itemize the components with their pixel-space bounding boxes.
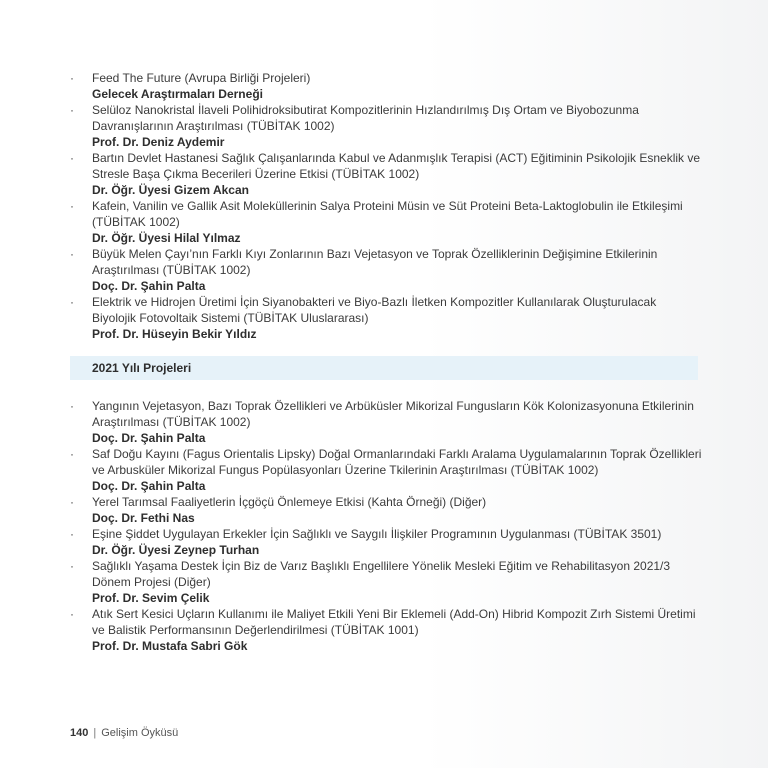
project-author: Doç. Dr. Şahin Palta	[92, 479, 206, 493]
project-list-2021	[70, 398, 702, 654]
bullet: ·	[70, 399, 74, 413]
page-footer	[70, 726, 178, 740]
bullet: ·	[70, 199, 74, 213]
project-title: Saf Doğu Kayını (Fagus Orientalis Lipsky) Doğal Ormanlarındaki Farklı Aralama Uygulamalarının Toprak Özellikleri ve Arbusküler Mikorizal Fungus Popülasyonları Üzerine Tkilerinin Araştırılması (TÜBİTAK 1002)	[92, 447, 702, 477]
list-item	[70, 606, 702, 654]
project-title: Kafein, Vanilin ve Gallik Asit Moleküllerinin Salya Proteini Müsin ve Süt Proteini Beta-Laktoglobulin ile Etkileşimi (TÜBİTAK 1002)	[92, 199, 683, 229]
section-header-band	[70, 356, 698, 380]
project-author: Doç. Dr. Fethi Nas	[92, 511, 195, 525]
bullet: ·	[70, 103, 74, 117]
bullet: ·	[70, 607, 74, 621]
list-item	[70, 70, 702, 102]
project-author: Prof. Dr. Sevim Çelik	[92, 591, 210, 605]
section-title: 2021 Yılı Projeleri	[92, 361, 192, 375]
project-author: Prof. Dr. Deniz Aydemir	[92, 135, 225, 149]
project-author: Prof. Dr. Mustafa Sabri Gök	[92, 639, 248, 653]
project-title: Selüloz Nanokristal İlaveli Polihidroksibutirat Kompozitlerinin Hızlandırılmış Dış Ortam ve Biyobozunma Davranışlarının Araştırılması (TÜBİTAK 1002)	[92, 103, 639, 133]
project-author: Dr. Öğr. Üyesi Gizem Akcan	[92, 183, 249, 197]
project-author: Doç. Dr. Şahin Palta	[92, 279, 206, 293]
list-item	[70, 294, 702, 342]
list-item	[70, 494, 702, 526]
project-title: Elektrik ve Hidrojen Üretimi İçin Siyanobakteri ve Biyo-Bazlı İletken Kompozitler Kullanılarak Oluşturulacak Biyolojik Fotovoltaik Sistemi (TÜBİTAK Uluslararası)	[92, 295, 657, 325]
project-title: Sağlıklı Yaşama Destek İçin Biz de Varız Başlıklı Engellilere Yönelik Mesleki Eğitim ve Rehabilitasyon 2021/3 Dönem Projesi (Diğer)	[92, 559, 671, 589]
project-list-previous	[70, 70, 702, 342]
list-item	[70, 446, 702, 494]
list-item	[70, 398, 702, 446]
project-title: Yangının Vejetasyon, Bazı Toprak Özellikleri ve Arbüküsler Mikorizal Fungusların Kök Kolonizasyonuna Etkilerinin Araştırılması (TÜBİTAK 1002)	[92, 399, 694, 429]
project-title: Büyük Melen Çayı’nın Farklı Kıyı Zonlarının Bazı Vejetasyon ve Toprak Özelliklerinin Değişimine Etkilerinin Araştırılması (TÜBİTAK 1002)	[92, 247, 658, 277]
bullet: ·	[70, 559, 74, 573]
project-title: Feed The Future (Avrupa Birliği Projeleri)	[92, 71, 311, 85]
project-author: Gelecek Araştırmaları Derneği	[92, 87, 263, 101]
list-item	[70, 102, 702, 150]
project-author: Dr. Öğr. Üyesi Hilal Yılmaz	[92, 231, 241, 245]
bullet: ·	[70, 495, 74, 509]
bullet: ·	[70, 527, 74, 541]
project-author: Dr. Öğr. Üyesi Zeynep Turhan	[92, 543, 260, 557]
book-title: Gelişim Öyküsü	[101, 727, 179, 739]
project-title: Bartın Devlet Hastanesi Sağlık Çalışanlarında Kabul ve Adanmışlık Terapisi (ACT) Eğitiminin Psikolojik Esneklik ve Stresle Başa Çıkma Becerileri Üzerine Etkisi (TÜBİTAK 1002)	[92, 151, 701, 181]
bullet: ·	[70, 151, 74, 165]
list-item	[70, 246, 702, 294]
bullet: ·	[70, 447, 74, 461]
project-author: Prof. Dr. Hüseyin Bekir Yıldız	[92, 327, 257, 341]
list-item	[70, 526, 702, 558]
bullet: ·	[70, 71, 74, 85]
bullet: ·	[70, 295, 74, 309]
project-title: Atık Sert Kesici Uçların Kullanımı ile Maliyet Etkili Yeni Bir Eklemeli (Add-On) Hibrid Kompozit Zırh Sistemi Üretimi ve Balistik Performansının Değerlendirilmesi (TÜBİTAK 1001)	[92, 607, 696, 637]
list-item	[70, 150, 702, 198]
project-title: Eşine Şiddet Uygulayan Erkekler İçin Sağlıklı ve Saygılı İlişkiler Programının Uygulanması (TÜBİTAK 3501)	[92, 527, 662, 541]
list-item	[70, 558, 702, 606]
page-number: 140	[70, 727, 89, 739]
project-author: Doç. Dr. Şahin Palta	[92, 431, 206, 445]
project-title: Yerel Tarımsal Faaliyetlerin İçgöçü Önlemeye Etkisi (Kahta Örneği) (Diğer)	[92, 495, 487, 509]
footer-separator: |	[93, 727, 97, 739]
list-item	[70, 198, 702, 246]
bullet: ·	[70, 247, 74, 261]
